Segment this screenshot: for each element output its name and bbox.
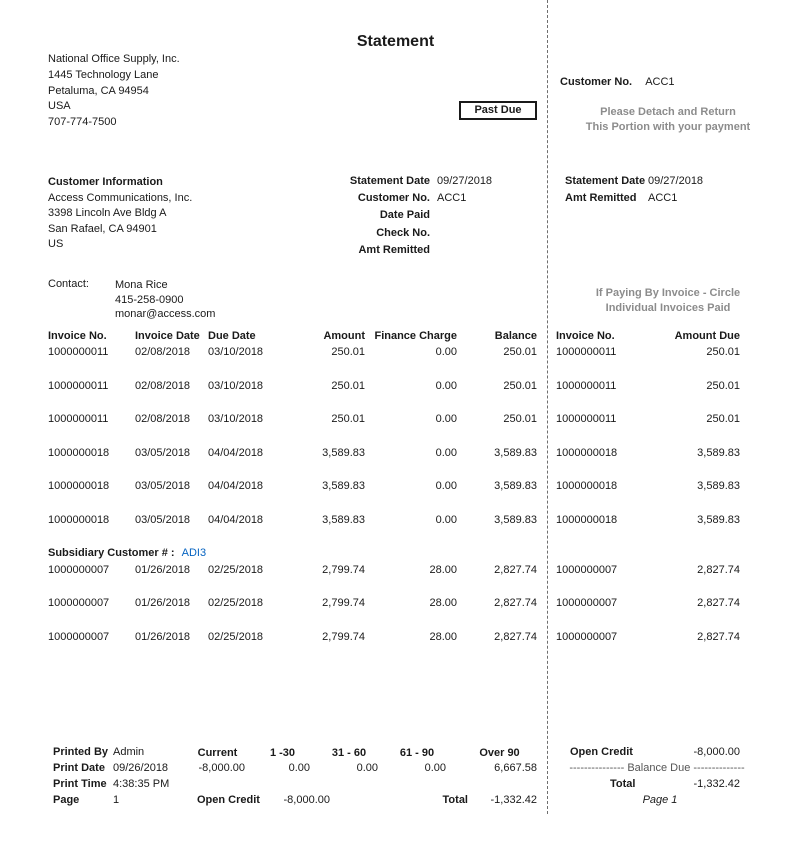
balance: 3,589.83 [494, 446, 537, 459]
customer-no-label: Customer No. [357, 192, 430, 205]
col-amount: Amount [323, 330, 365, 342]
remit-amt-remitted-label: Amt Remitted [565, 192, 637, 205]
print-date-label: Print Date [53, 762, 105, 774]
remit-col-invoice-no: Invoice No. [556, 330, 615, 342]
statement-date-value: 09/27/2018 [437, 175, 493, 187]
remit-customer-no [560, 76, 675, 88]
printed-by-value: Admin [113, 746, 145, 758]
invoice-no: 1000000011 [48, 346, 109, 358]
page-value: 1 [113, 794, 120, 806]
remit-amount-due: 250.01 [706, 413, 740, 425]
customer-address-line1: 3398 Lincoln Ave Bldg A [48, 207, 167, 220]
invoice-no: 1000000018 [48, 513, 110, 526]
invoice-row [0, 447, 791, 481]
due-date: 04/04/2018 [208, 513, 264, 526]
remit-amt-remitted-value: ACC1 [648, 192, 678, 205]
print-time-value: 4:38:35 PM [113, 778, 170, 790]
pay-note-line2: Individual Invoices Paid [605, 302, 731, 314]
remit-amount-due: 250.01 [706, 379, 740, 392]
col-due-date: Due Date [208, 330, 256, 342]
company-name: National Office Supply, Inc. [48, 53, 180, 65]
company-address-line1: 1445 Technology Lane [48, 68, 159, 81]
finance-charge: 0.00 [435, 346, 457, 358]
page-label: Page [53, 794, 80, 806]
due-date: 03/10/2018 [208, 413, 264, 425]
due-date: 03/10/2018 [208, 346, 264, 358]
subsidiary-customer-row [0, 547, 791, 564]
contact-label: Contact: [48, 278, 89, 290]
invoice-no: 1000000007 [48, 563, 110, 576]
invoice-row [0, 597, 791, 631]
remit-statement-date-value: 09/27/2018 [648, 175, 704, 187]
due-date: 04/04/2018 [208, 446, 264, 459]
remit-total-label: Total [610, 778, 636, 790]
col-finance-charge: Finance Charge [374, 330, 457, 342]
aging-value-over-90: 6,667.58 [494, 762, 537, 774]
finance-charge: 28.00 [429, 597, 457, 609]
amount: 3,589.83 [322, 480, 365, 492]
invoice-row [0, 631, 791, 665]
subsidiary-customer-link[interactable]: ADI3 [181, 547, 207, 559]
invoice-table-body [0, 346, 791, 664]
remit-invoice-no: 1000000018 [556, 446, 618, 459]
contact-email: monar@access.com [115, 308, 216, 321]
remit-open-credit-label: Open Credit [570, 746, 633, 758]
aging-value-current: -8,000.00 [198, 762, 245, 774]
remit-amt-remitted-row [565, 192, 678, 209]
customer-no-value: ACC1 [437, 192, 467, 205]
open-credit-value: -8,000.00 [283, 794, 330, 806]
invoice-date: 01/26/2018 [135, 563, 191, 576]
due-date: 02/25/2018 [208, 597, 264, 609]
subsidiary-customer-label: Subsidiary Customer # : [48, 547, 175, 559]
amount: 250.01 [331, 379, 365, 392]
balance: 3,589.83 [494, 513, 537, 526]
customer-name: Access Communications, Inc. [48, 191, 193, 204]
invoice-no: 1000000011 [48, 379, 109, 392]
invoice-date: 01/26/2018 [135, 630, 191, 643]
date-paid-label: Date Paid [379, 209, 430, 222]
customer-country: US [48, 238, 64, 251]
invoice-row [0, 514, 791, 548]
amount: 2,799.74 [322, 597, 365, 609]
due-date: 04/04/2018 [208, 480, 264, 492]
balance: 250.01 [503, 413, 537, 425]
remit-amount-due: 3,589.83 [697, 446, 740, 459]
company-country: USA [48, 100, 71, 113]
remit-invoice-no: 1000000011 [556, 346, 617, 358]
balance: 250.01 [503, 346, 537, 358]
aging-header-31-60: 31 - 60 [331, 747, 367, 759]
print-time-label: Print Time [53, 778, 107, 790]
remit-customer-no-label: Customer No. [560, 76, 633, 88]
amount: 250.01 [331, 413, 365, 425]
print-date-value: 09/26/2018 [113, 762, 169, 774]
remit-statement-date-label: Statement Date [565, 175, 646, 187]
balance: 3,589.83 [494, 480, 537, 492]
col-invoice-no: Invoice No. [48, 330, 107, 342]
remit-invoice-no: 1000000018 [556, 513, 618, 526]
remit-statement-fields [565, 175, 704, 209]
aging-header-1-30: 1 -30 [269, 747, 296, 759]
company-block [48, 52, 180, 131]
remit-invoice-no: 1000000007 [556, 630, 618, 643]
remit-amount-due: 2,827.74 [697, 563, 740, 576]
invoice-row [0, 380, 791, 414]
aging-bucket-values [0, 762, 547, 776]
due-date: 02/25/2018 [208, 630, 264, 643]
balance: 2,827.74 [494, 630, 537, 643]
remit-open-credit-value: -8,000.00 [693, 746, 740, 758]
remit-invoice-no: 1000000011 [556, 413, 617, 425]
total-value: -1,332.42 [490, 794, 537, 806]
col-invoice-date: Invoice Date [135, 330, 200, 342]
customer-address-line2: San Rafael, CA 94901 [48, 222, 157, 235]
page-title: Statement [356, 33, 435, 50]
finance-charge: 0.00 [435, 480, 457, 492]
finance-charge: 28.00 [429, 563, 457, 576]
balance-due-divider: --------------- Balance Due -------------- [569, 762, 745, 774]
remit-total-value: -1,332.42 [693, 778, 740, 790]
aging-header-current: Current [197, 747, 238, 759]
remit-statement-date-row [565, 175, 704, 192]
detach-note-line2: This Portion with your payment [585, 121, 751, 133]
remit-invoice-no: 1000000007 [556, 597, 618, 609]
amount: 3,589.83 [322, 513, 365, 526]
aging-header-61-90: 61 - 90 [399, 747, 435, 759]
invoice-row [0, 480, 791, 514]
pay-note-line1: If Paying By Invoice - Circle [595, 287, 741, 299]
printed-by-label: Printed By [53, 746, 109, 758]
detach-note [552, 105, 784, 135]
contact-details [115, 278, 215, 322]
aging-value-1-30: 0.00 [288, 762, 310, 774]
amount: 250.01 [331, 346, 365, 358]
amt-remitted-label: Amt Remitted [358, 243, 430, 256]
invoice-no: 1000000011 [48, 413, 109, 425]
aging-value-31-60: 0.00 [356, 762, 378, 774]
remit-amount-due: 250.01 [706, 346, 740, 358]
open-credit-label: Open Credit [197, 794, 260, 806]
company-phone: 707-774-7500 [48, 116, 117, 129]
remit-amount-due: 2,827.74 [697, 630, 740, 643]
invoice-date: 03/05/2018 [135, 446, 191, 459]
company-address-line2: Petaluma, CA 94954 [48, 84, 149, 97]
invoice-row [0, 346, 791, 380]
customer-info-heading: Customer Information [48, 176, 163, 188]
col-balance: Balance [494, 330, 537, 342]
statement-totals-row [0, 794, 547, 808]
invoice-no: 1000000007 [48, 597, 110, 609]
balance: 2,827.74 [494, 597, 537, 609]
invoice-date: 01/26/2018 [135, 597, 191, 609]
total-label: Total [442, 794, 468, 806]
invoice-row [0, 564, 791, 598]
contact-name: Mona Rice [115, 279, 168, 291]
amount: 2,799.74 [322, 563, 365, 576]
print-time-row [53, 778, 170, 794]
invoice-date: 02/08/2018 [135, 413, 191, 425]
remit-amount-due: 3,589.83 [697, 513, 740, 526]
past-due-badge: Past Due [459, 101, 537, 120]
invoice-date: 03/05/2018 [135, 513, 191, 526]
finance-charge: 0.00 [435, 446, 457, 459]
invoice-row [0, 413, 791, 447]
due-date: 02/25/2018 [208, 563, 264, 576]
invoice-no: 1000000018 [48, 480, 110, 492]
remit-footer-block [547, 746, 791, 812]
balance: 2,827.74 [494, 563, 537, 576]
aging-bucket-headers [0, 747, 547, 761]
customer-info-block [48, 175, 192, 253]
finance-charge: 0.00 [435, 379, 457, 392]
remit-col-amount-due: Amount Due [674, 330, 740, 342]
remit-invoice-no: 1000000018 [556, 480, 618, 492]
aging-header-over-90: Over 90 [479, 747, 520, 759]
pay-by-invoice-note [552, 286, 784, 316]
finance-charge: 0.00 [435, 513, 457, 526]
remit-invoice-no: 1000000011 [556, 379, 617, 392]
amount: 2,799.74 [322, 630, 365, 643]
remit-amount-due: 3,589.83 [697, 480, 740, 492]
balance: 250.01 [503, 379, 537, 392]
remit-invoice-no: 1000000007 [556, 563, 618, 576]
invoice-date: 02/08/2018 [135, 346, 191, 358]
contact-phone: 415-258-0900 [115, 293, 184, 306]
invoice-table-header [0, 330, 791, 346]
invoice-date: 02/08/2018 [135, 379, 191, 392]
detach-note-line1: Please Detach and Return [600, 106, 736, 118]
remit-customer-no-value: ACC1 [645, 76, 675, 88]
check-no-label: Check No. [376, 226, 430, 239]
statement-date-label: Statement Date [349, 175, 430, 187]
remit-amount-due: 2,827.74 [697, 597, 740, 609]
remit-page-number: Page 1 [642, 794, 678, 806]
due-date: 03/10/2018 [208, 379, 264, 392]
invoice-no: 1000000018 [48, 446, 110, 459]
finance-charge: 0.00 [435, 413, 457, 425]
finance-charge: 28.00 [429, 630, 457, 643]
aging-value-61-90: 0.00 [424, 762, 446, 774]
amount: 3,589.83 [322, 446, 365, 459]
invoice-date: 03/05/2018 [135, 480, 191, 492]
invoice-no: 1000000007 [48, 630, 110, 643]
